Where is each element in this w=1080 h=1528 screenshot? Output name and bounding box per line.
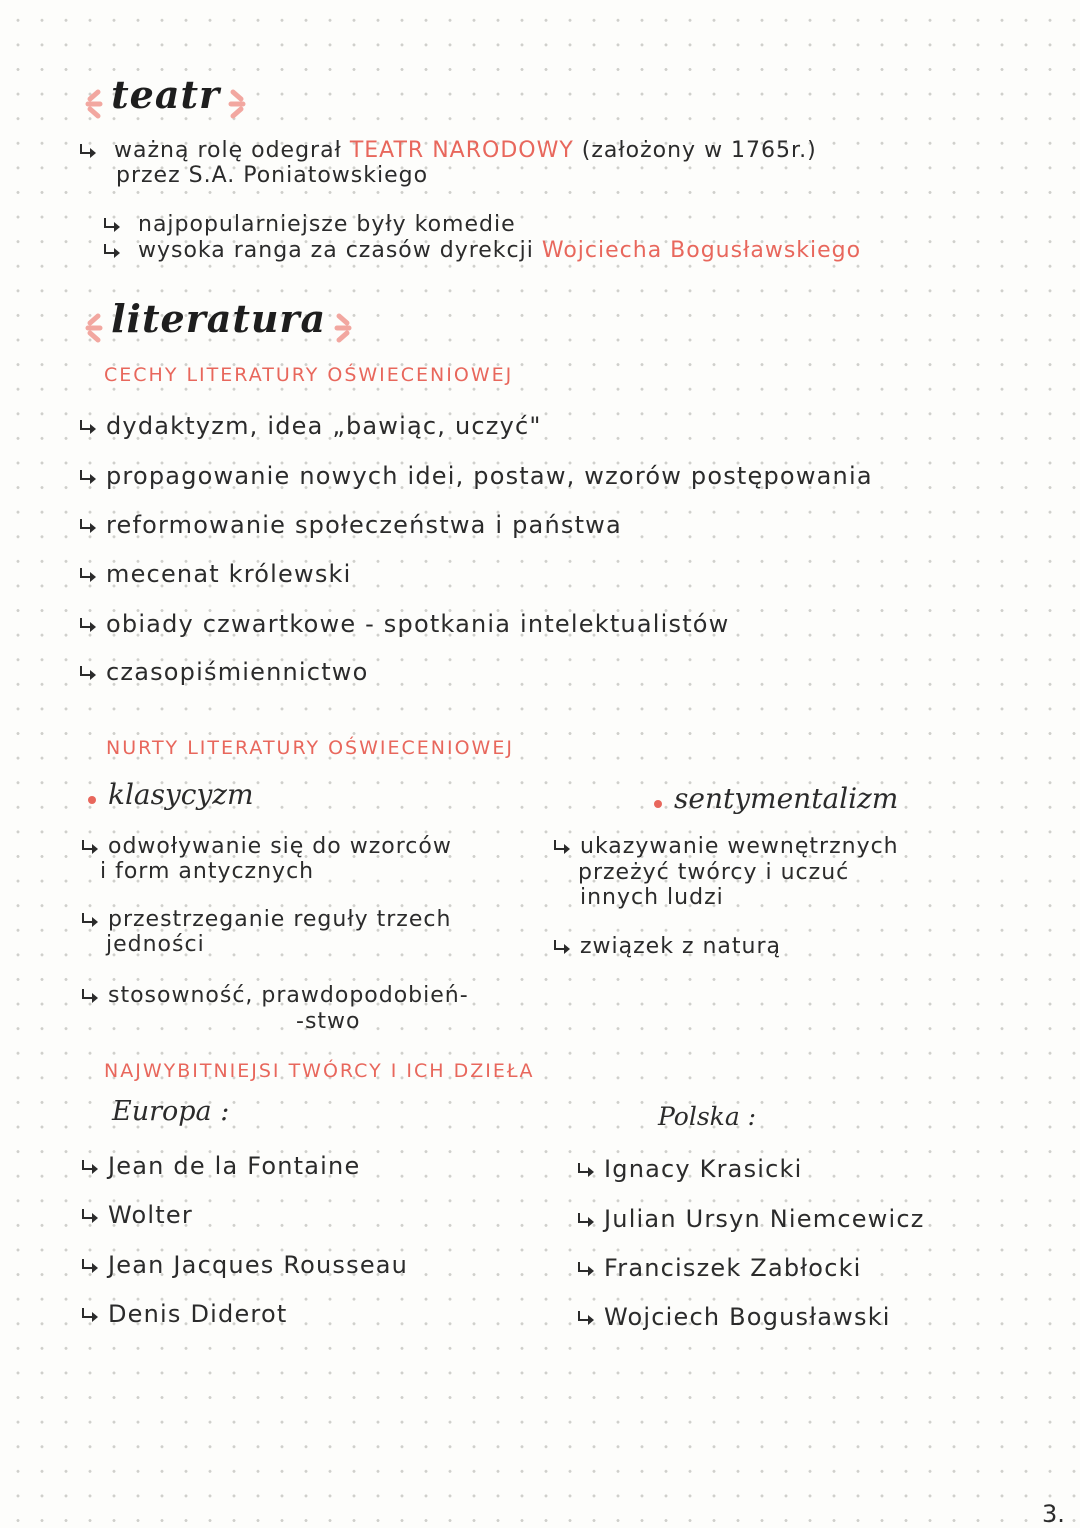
europa-item: [80, 1300, 287, 1328]
arrow-icon: [80, 912, 102, 928]
polska-title: Polska :: [658, 1102, 757, 1131]
cechy-item-text: czasopiśmiennictwo: [106, 658, 369, 686]
polska-item-text: Franciszek Zabłocki: [604, 1254, 862, 1282]
klasycyzm-item: [80, 834, 452, 859]
klasycyzm-item: [80, 983, 469, 1008]
arrow-icon: [552, 939, 574, 955]
klasycyzm-title-text: klasycyzm: [108, 778, 254, 811]
teatr-bullet1-text: najpopularniejsze były komedie: [138, 212, 516, 237]
bullet-dot-icon: [88, 796, 96, 804]
cechy-item: [78, 511, 622, 539]
teatr-bullet2-name: Wojciecha Bogusławskiego: [541, 238, 862, 263]
teatr-bullet2: [102, 238, 861, 263]
cechy-item: [78, 462, 873, 490]
cechy-item: [78, 412, 542, 440]
sentymentalizm-item: [552, 934, 781, 959]
sentymentalizm-item: [552, 834, 899, 859]
arrow-icon: [80, 839, 102, 855]
teatr-narodowy: TEATR NARODOWY: [349, 138, 574, 163]
teatr-line2: przez S.A. Poniatowskiego: [116, 163, 429, 188]
teatr-line1-date: (założony w 1765r.): [581, 138, 817, 163]
teatr-line1: [78, 138, 817, 163]
arrow-icon: [576, 1261, 598, 1277]
polska-item-text: Wojciech Bogusławski: [604, 1303, 891, 1331]
teatr-bullet2-text: wysoka ranga za czasów dyrekcji: [138, 238, 534, 263]
polska-item: [576, 1155, 803, 1183]
arrow-icon: [102, 217, 124, 233]
europa-item: [80, 1201, 193, 1229]
bullet-dot-icon: [654, 800, 662, 808]
arrow-icon: [78, 567, 100, 583]
arrow-icon: [102, 243, 124, 259]
cechy-item: [78, 658, 369, 686]
klasycyzm-item-cont: -stwo: [296, 1009, 361, 1034]
teatr-title: teatr: [111, 72, 221, 117]
sentymentalizm-item-text: związek z naturą: [580, 934, 782, 959]
europa-item-text: Jean Jacques Rousseau: [108, 1251, 409, 1279]
arrow-icon: [576, 1162, 598, 1178]
klasycyzm-item-cont: jedności: [106, 932, 205, 957]
cechy-item-text: dydaktyzm, idea „bawiąc, uczyć": [106, 412, 542, 440]
europa-title: Europa :: [112, 1096, 230, 1127]
arrow-icon: [78, 143, 100, 159]
polska-item: [576, 1254, 862, 1282]
sentymentalizm-item-text: ukazywanie wewnętrznych: [580, 834, 899, 859]
polska-item-text: Ignacy Krasicki: [604, 1155, 803, 1183]
arrow-icon: [80, 1208, 102, 1224]
arrow-icon: [78, 617, 100, 633]
klasycyzm-title: [88, 778, 254, 811]
polska-item: [576, 1303, 891, 1331]
arrow-icon: [80, 1307, 102, 1323]
europa-item-text: Denis Diderot: [108, 1300, 288, 1328]
sentymentalizm-title-text: sentymentalizm: [674, 782, 899, 815]
literatura-title: literatura: [111, 296, 327, 341]
sparkle-right-icon: [225, 87, 259, 121]
sentymentalizm-title: [654, 782, 898, 815]
teatr-bullet1: [102, 212, 516, 237]
teatr-line1-text: ważną rolę odegrał: [114, 138, 342, 163]
sparkle-left-icon: [72, 87, 106, 121]
klasycyzm-item-text: stosowność, prawdopodobień-: [108, 983, 469, 1008]
arrow-icon: [80, 988, 102, 1004]
cechy-heading: CECHY LITERATURY OŚWIECENIOWEJ: [104, 364, 514, 386]
arrow-icon: [80, 1258, 102, 1274]
tworcy-heading: NAJWYBITNIEJSI TWÓRCY I ICH DZIEŁA: [104, 1060, 535, 1082]
nurty-heading: NURTY LITERATURY OŚWIECENIOWEJ: [106, 737, 514, 759]
arrow-icon: [576, 1310, 598, 1326]
cechy-item-text: mecenat królewski: [106, 560, 352, 588]
cechy-item-text: propagowanie nowych idei, postaw, wzorów postępowania: [106, 462, 873, 490]
klasycyzm-item-text: przestrzeganie reguły trzech: [108, 907, 452, 932]
literatura-heading: [72, 296, 365, 345]
europa-item-text: Wolter: [108, 1201, 193, 1229]
cechy-item: [78, 610, 730, 638]
arrow-icon: [78, 419, 100, 435]
arrow-icon: [78, 518, 100, 534]
europa-item: [80, 1152, 360, 1180]
cechy-item-text: reformowanie społeczeństwa i państwa: [106, 511, 622, 539]
arrow-icon: [576, 1212, 598, 1228]
arrow-icon: [80, 1159, 102, 1175]
klasycyzm-item: [80, 907, 451, 932]
sparkle-left-icon: [72, 311, 106, 345]
polska-item-text: Julian Ursyn Niemcewicz: [604, 1205, 925, 1233]
sentymentalizm-item-cont: innych ludzi: [580, 885, 724, 910]
cechy-item-text: obiady czwartkowe - spotkania intelektualistów: [106, 610, 730, 638]
klasycyzm-item-cont: i form antycznych: [100, 859, 315, 884]
arrow-icon: [78, 665, 100, 681]
polska-item: [576, 1205, 925, 1233]
cechy-item: [78, 560, 352, 588]
klasycyzm-item-text: odwoływanie się do wzorców: [108, 834, 452, 859]
teatr-heading: [72, 72, 259, 121]
europa-item-text: Jean de la Fontaine: [108, 1152, 361, 1180]
page-number: 3.: [1042, 1500, 1065, 1528]
arrow-icon: [78, 469, 100, 485]
arrow-icon: [552, 839, 574, 855]
sparkle-right-icon: [331, 311, 365, 345]
europa-item: [80, 1251, 408, 1279]
sentymentalizm-item-cont: przeżyć twórcy i uczuć: [578, 860, 850, 885]
